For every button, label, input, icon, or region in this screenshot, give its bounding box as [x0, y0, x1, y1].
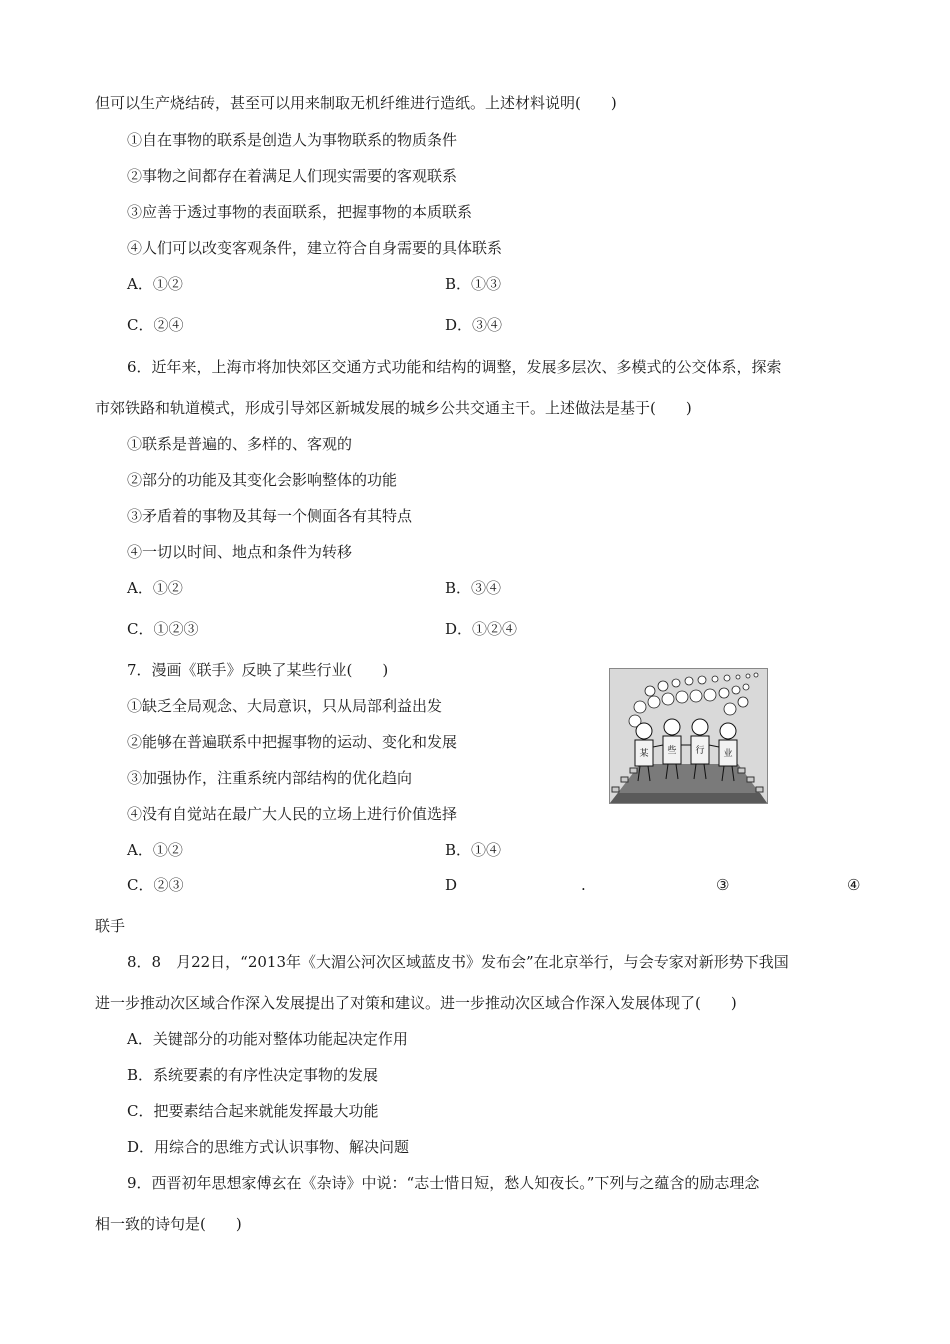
q6-item-3: ③矛盾着的事物及其每一个侧面各有其特点: [127, 507, 413, 525]
cartoon-label-2: 些: [667, 746, 677, 756]
q5-option-d: D．③④: [445, 316, 503, 334]
q7-option-d-letter: D: [445, 876, 458, 894]
q7-stem: 7．漫画《联手》反映了某些行业( ): [127, 661, 389, 679]
q5-item-3: ③应善于透过事物的表面联系，把握事物的本质联系: [127, 203, 473, 221]
q5-item-1: ①自在事物的联系是创造人为事物联系的物质条件: [127, 131, 458, 149]
q5-option-c: C．②④: [127, 316, 184, 334]
q7-option-d-choice-2: ④: [847, 876, 861, 894]
q6-stem-line2: 市郊铁路和轨道模式，形成引导郊区新城发展的城乡公共交通主干。上述做法是基于( ): [95, 399, 692, 417]
q7-option-b: B．①④: [445, 841, 502, 859]
q8-option-c: C．把要素结合起来就能发挥最大功能: [127, 1102, 379, 1120]
lianshou-cartoon-image: [609, 668, 768, 804]
q6-option-b: B．③④: [445, 579, 502, 597]
q7-item-1: ①缺乏全局观念、大局意识，只从局部利益出发: [127, 697, 443, 715]
q7-option-a: A．①②: [127, 841, 183, 859]
q8-stem-line1: 8．8 月22日，“2013年《大湄公河次区域蓝皮书》发布会”在北京举行，与会专家对新形势下我国: [127, 953, 789, 971]
q7-option-c: C．②③: [127, 876, 184, 894]
q6-item-2: ②部分的功能及其变化会影响整体的功能: [127, 471, 398, 489]
q7-item-2: ②能够在普遍联系中把握事物的运动、变化和发展: [127, 733, 458, 751]
q6-option-d: D．①②④: [445, 620, 518, 638]
q9-stem-line2: 相一致的诗句是( ): [95, 1215, 242, 1233]
q7-option-d-choice-1: ③: [716, 876, 730, 894]
q5-option-a: A．①②: [127, 275, 183, 293]
q5-item-4: ④人们可以改变客观条件，建立符合自身需要的具体联系: [127, 239, 503, 257]
q7-caption: 联手: [95, 917, 126, 935]
q6-option-a: A．①②: [127, 579, 183, 597]
q9-stem-line1: 9．西晋初年思想家傅玄在《杂诗》中说：“志士惜日短，愁人知夜长。”下列与之蕴含的励志理念: [127, 1174, 760, 1192]
q6-item-4: ④一切以时间、地点和条件为转移: [127, 543, 353, 561]
q6-item-1: ①联系是普遍的、多样的、客观的: [127, 435, 353, 453]
q5-option-b: B．①③: [445, 275, 502, 293]
q7-item-4: ④没有自觉站在最广大人民的立场上进行价值选择: [127, 805, 458, 823]
q7-option-d-dot: .: [581, 876, 586, 894]
cartoon-label-3: 行: [695, 746, 705, 756]
q8-option-d: D．用综合的思维方式认识事物、解决问题: [127, 1138, 410, 1156]
q5-item-2: ②事物之间都存在着满足人们现实需要的客观联系: [127, 167, 458, 185]
q7-item-3: ③加强协作，注重系统内部结构的优化趋向: [127, 769, 413, 787]
q8-option-a: A．关键部分的功能对整体功能起决定作用: [127, 1030, 408, 1048]
q6-stem-line1: 6．近年来，上海市将加快郊区交通方式功能和结构的调整，发展多层次、多模式的公交体系，探索: [127, 358, 782, 376]
q8-stem-line2: 进一步推动次区域合作深入发展提出了对策和建议。进一步推动次区域合作深入发展体现了( ): [95, 994, 737, 1012]
q5-stem-end: 但可以生产烧结砖，甚至可以用来制取无机纤维进行造纸。上述材料说明( ): [95, 94, 617, 112]
cartoon-label-1: 某: [639, 749, 649, 759]
cartoon-label-4: 业: [723, 749, 733, 759]
q6-option-c: C．①②③: [127, 620, 199, 638]
q8-option-b: B．系统要素的有序性决定事物的发展: [127, 1066, 379, 1084]
